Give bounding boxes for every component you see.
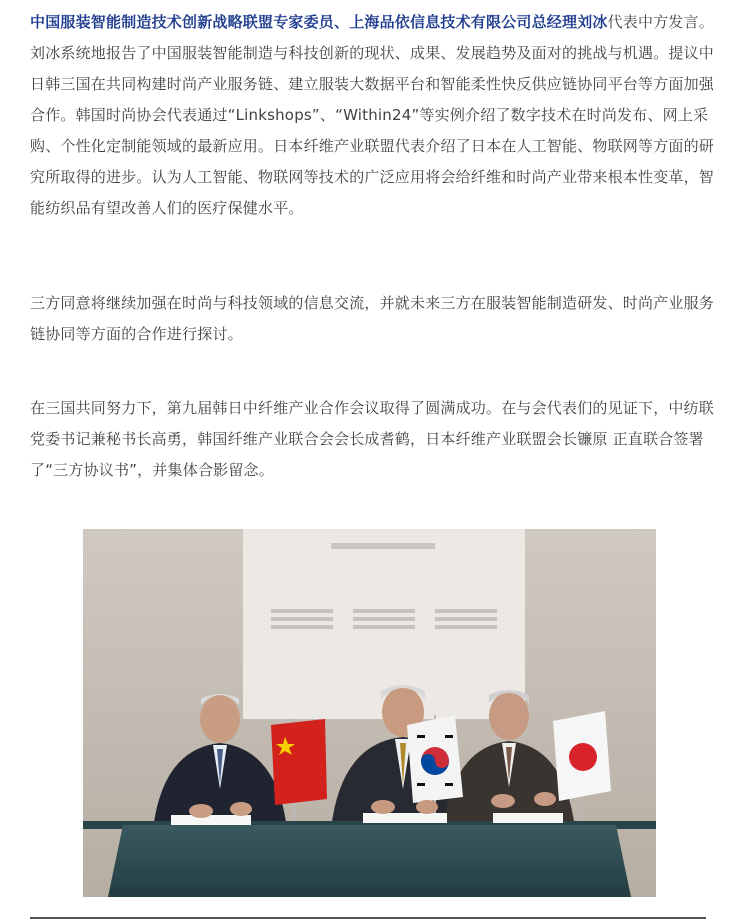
paragraph-1 [30,7,720,224]
document-center [363,813,447,823]
paragraph-2: 三方同意将继续加强在时尚与科技领域的信息交流，并就未来三方在服装智能制造研发、时尚产业服务链协同等方面的合作进行探讨。 [30,294,715,343]
speaker-highlight: 中国服装智能制造技术创新战略联盟专家委员、上海品依信息技术有限公司总经理刘冰 [30,13,608,31]
signing-ceremony-photo [83,529,656,897]
bottom-divider [30,917,706,919]
document-left [171,815,251,825]
paragraph-3: 在三国共同努力下，第九届韩日中纤维产业合作会议取得了圆满成功。在与会代表们的见证下，中纺联党委书记兼秘书长高勇，韩国纤维产业联合会会长成耆鹤，日本纤维产业联盟会长镰原 正直联合签署了“三方协议书”，并集体合影留念。 [30,399,715,479]
screen-date-line [331,543,435,549]
document-right [493,813,563,823]
table-cloth [108,825,631,897]
paragraph-1-text: 代表中方发言。刘冰系统地报告了中国服装智能制造与科技创新的现状、成果、发展趋势及面对的挑战与机遇。提议中日韩三国在共同构建时尚产业服务链、建立服装大数据平台和智能柔性快反供应链协同平台等方面加强合作。韩国时尚协会代表通过“Linkshops”、“Within24”等实例介绍了数字技术在时尚发布、网上采购、个性化定制能领域的最新应用。日本纤维产业联盟代表介绍了日本在人工智能、物联网等方面的研究所取得的进步。认为人工智能、物联网等技术的广泛应用将会给纤维和时尚产业带来根本性变革，智能纺织品有望改善人们的医疗保健水平。 [30,13,715,217]
photo-illustration [83,529,656,897]
